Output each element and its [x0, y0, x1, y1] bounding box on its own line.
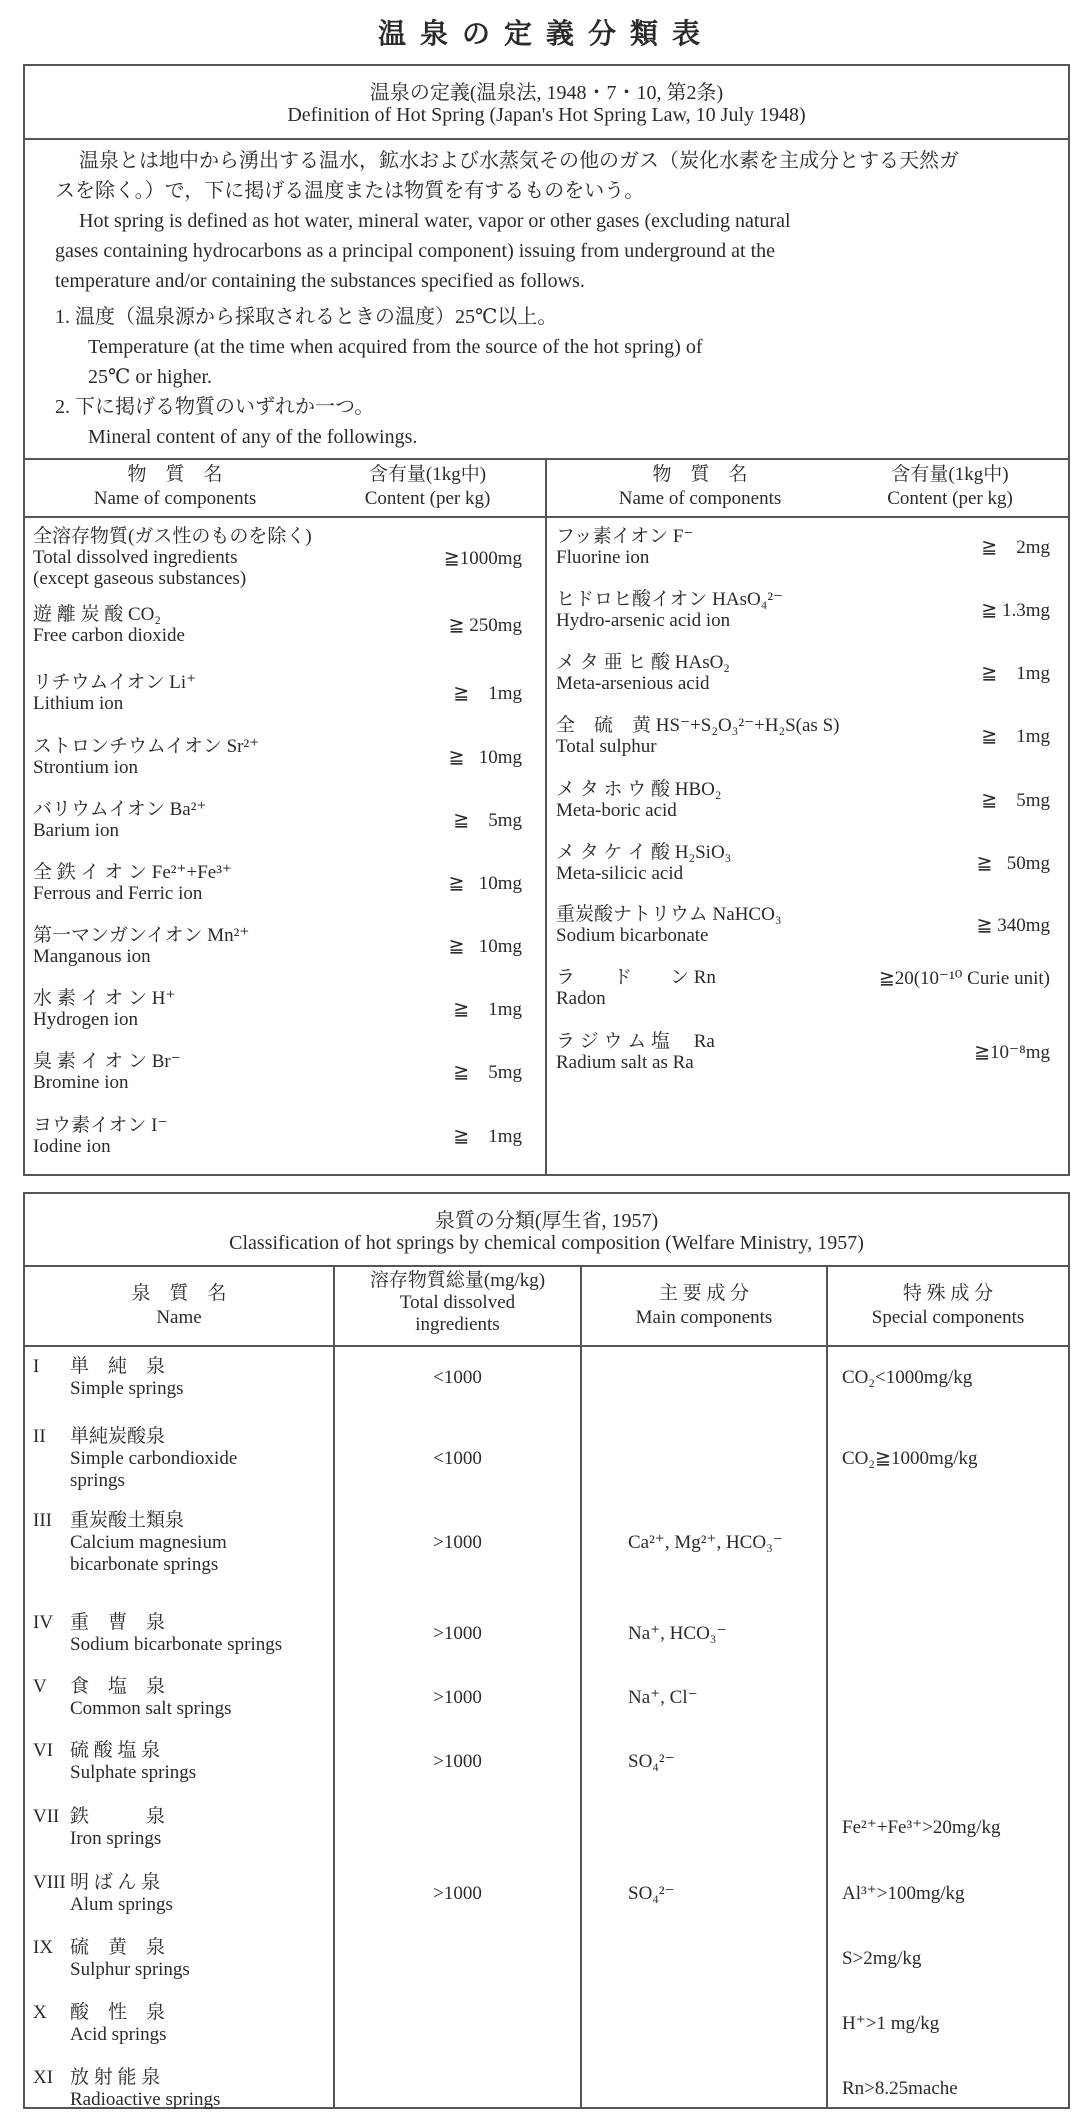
- component-row: [33, 526, 423, 589]
- header-jp: 物 質 名: [127, 464, 223, 485]
- component-name-jp: 全 鉄 イ オ ン Fe²⁺+Fe³⁺: [33, 862, 232, 883]
- spring-name-en: Radioactive springs: [70, 2089, 221, 2110]
- total-dissolved-value: >1000: [433, 1751, 482, 1772]
- component-name-jp: バリウムイオン Ba²⁺: [33, 799, 207, 820]
- divider: [23, 1265, 1070, 1267]
- component-row: [33, 799, 423, 841]
- component-name-jp: ヒドロヒ酸イオン HAsO₄²⁻: [556, 589, 784, 610]
- row-roman-numeral: I: [33, 1356, 40, 1377]
- component-name-en: Bromine ion: [33, 1072, 129, 1093]
- criterion-2-jp: 2. 下に掲げる物質のいずれか一つ。: [55, 396, 375, 418]
- spring-name: [70, 2067, 220, 2111]
- spring-name-en: Common salt springs: [70, 1698, 232, 1719]
- spring-name: [70, 1872, 173, 1916]
- spring-name-jp: 放 射 能 泉: [70, 2067, 161, 2088]
- component-row: [556, 526, 956, 568]
- component-name-jp: フッ素イオン F⁻: [556, 526, 694, 547]
- component-content-value: ≧1000mg: [443, 547, 522, 569]
- special-components-value: Fe²⁺+Fe³⁺>20mg/kg: [842, 1817, 1001, 1838]
- component-content-value: ≧ 1mg: [453, 1126, 522, 1147]
- component-name-en: Manganous ion: [33, 946, 151, 967]
- header-en: Content (per kg): [364, 488, 491, 509]
- component-name-jp: 水 素 イ オ ン H⁺: [33, 988, 176, 1009]
- spring-name-jp: 鉄 泉: [70, 1806, 166, 1827]
- component-content-value: ≧ 5mg: [453, 1062, 522, 1083]
- row-roman-numeral: VIII: [33, 1872, 66, 1893]
- spring-name: [70, 2002, 167, 2046]
- spring-name-en: Simple carbondioxide: [70, 1448, 238, 1469]
- spring-name-jp: 明 ば ん 泉: [70, 1872, 161, 1893]
- header-jp: 物 質 名: [652, 464, 748, 485]
- spring-name-jp: 重 曹 泉: [70, 1612, 166, 1633]
- main-components-value: Na⁺, HCO₃⁻: [628, 1623, 727, 1644]
- column-header-name: [555, 463, 845, 511]
- spring-name-jp: 単純炭酸泉: [70, 1426, 166, 1447]
- header-jp: 特 殊 成 分: [902, 1283, 994, 1304]
- divider: [23, 138, 1070, 140]
- spring-name-jp: 重炭酸土類泉: [70, 1510, 185, 1531]
- total-dissolved-value: >1000: [433, 1532, 482, 1553]
- row-roman-numeral: VI: [33, 1740, 54, 1761]
- component-content-value: ≧ 10mg: [448, 747, 522, 768]
- main-components-value: SO₄²⁻: [628, 1751, 675, 1772]
- header-jp: 含有量(1kg中): [891, 464, 1009, 485]
- spring-name-en: Acid springs: [70, 2024, 167, 2045]
- total-dissolved-value: >1000: [433, 1883, 482, 1904]
- component-name-jp: メ タ 亜 ヒ 酸 HAsO₂: [556, 652, 730, 673]
- component-row: [556, 1031, 956, 1073]
- para-jp-line: 温泉とは地中から湧出する温水，鉱水および水蒸気その他のガス（炭化水素を主成分とする天然ガ: [79, 150, 959, 172]
- criterion-1-en: 25℃ or higher.: [88, 366, 213, 388]
- spring-name: [70, 1806, 165, 1850]
- component-row: [33, 672, 423, 714]
- row-roman-numeral: III: [33, 1510, 52, 1531]
- spring-name: [70, 1612, 282, 1656]
- special-components-value: S>2mg/kg: [842, 1948, 922, 1969]
- row-roman-numeral: X: [33, 2002, 47, 2023]
- component-name-en: Radium salt as Ra: [556, 1052, 694, 1073]
- component-row: [33, 604, 423, 646]
- definition-heading-jp: 温泉の定義(温泉法, 1948・7・10, 第2条): [369, 82, 724, 104]
- spring-name-en: Sulphur springs: [70, 1959, 190, 1980]
- special-components-value: CO₂<1000mg/kg: [842, 1367, 973, 1388]
- component-row: [556, 652, 956, 694]
- header-en: Main components: [635, 1307, 773, 1328]
- component-name-jp: ストロンチウムイオン Sr²⁺: [33, 736, 260, 757]
- row-roman-numeral: II: [33, 1426, 46, 1447]
- component-name-en: Strontium ion: [33, 757, 139, 778]
- component-name-en: Sodium bicarbonate: [556, 925, 709, 946]
- main-components-value: Ca²⁺, Mg²⁺, HCO₃⁻: [628, 1532, 783, 1553]
- special-components-value: Al³⁺>100mg/kg: [842, 1883, 965, 1904]
- page-title: 温泉の定義分類表: [377, 19, 714, 50]
- component-name-jp: リチウムイオン Li⁺: [33, 672, 197, 693]
- component-name-en: Hydrogen ion: [33, 1009, 139, 1030]
- main-components-value: Na⁺, Cl⁻: [628, 1687, 698, 1708]
- component-name-en: Meta-silicic acid: [556, 863, 684, 884]
- component-content-value: ≧ 250mg: [448, 615, 522, 636]
- column-divider: [580, 1265, 582, 2109]
- total-dissolved-value: <1000: [433, 1367, 482, 1388]
- column-header-spring-name: [25, 1282, 333, 1330]
- column-header-name: [30, 463, 320, 511]
- criterion-1-en: Temperature (at the time when acquired from the source of the hot spring) of: [88, 336, 703, 358]
- special-components-value: H⁺>1 mg/kg: [842, 2013, 940, 2034]
- row-roman-numeral: VII: [33, 1806, 60, 1827]
- header-en: Name of components: [93, 488, 257, 509]
- spring-name-en: Calcium magnesium: [70, 1532, 227, 1553]
- header-en: Name: [156, 1307, 202, 1328]
- component-content-value: ≧ 1mg: [981, 726, 1050, 747]
- component-name-en: Lithium ion: [33, 693, 124, 714]
- component-row: [556, 715, 956, 757]
- divider: [23, 1345, 1070, 1347]
- component-row: [33, 925, 423, 967]
- component-name-jp: 重炭酸ナトリウム NaHCO₃: [556, 904, 782, 925]
- spring-name-jp: 硫 酸 塩 泉: [70, 1740, 161, 1761]
- header-en: Total dissolved: [399, 1292, 516, 1313]
- definition-paragraph: [55, 146, 1055, 296]
- header-jp: 主 要 成 分: [658, 1283, 750, 1304]
- definition-heading-en: Definition of Hot Spring (Japan's Hot Spring Law, 10 July 1948): [287, 104, 806, 126]
- para-en-line: temperature and/or containing the substances specified as follows.: [55, 270, 585, 292]
- component-name-en: Hydro-arsenic acid ion: [556, 610, 731, 631]
- component-row: [556, 589, 956, 631]
- component-content-value: ≧ 1.3mg: [981, 600, 1050, 621]
- component-name-jp: ラ ド ン Rn: [556, 967, 716, 988]
- component-name-en: Barium ion: [33, 820, 120, 841]
- row-roman-numeral: IX: [33, 1937, 54, 1958]
- classification-heading-jp: 泉質の分類(厚生省, 1957): [434, 1210, 659, 1232]
- component-name-jp: ヨウ素イオン I⁻: [33, 1115, 168, 1136]
- column-header-special-components: [828, 1282, 1068, 1330]
- definition-criteria: [55, 302, 1055, 452]
- component-name-en: Meta-arsenious acid: [556, 673, 710, 694]
- component-name-en: Iodine ion: [33, 1136, 111, 1157]
- column-divider: [545, 458, 547, 1175]
- column-divider: [826, 1265, 828, 2109]
- component-name-jp: 臭 素 イ オ ン Br⁻: [33, 1051, 181, 1072]
- spring-name-en: Sulphate springs: [70, 1762, 197, 1783]
- component-row: [556, 779, 956, 821]
- column-header-content: [320, 463, 535, 511]
- spring-name-en: Iron springs: [70, 1828, 162, 1849]
- header-en: Name of components: [618, 488, 782, 509]
- spring-name-en: Alum springs: [70, 1894, 173, 1915]
- total-dissolved-value: >1000: [433, 1687, 482, 1708]
- component-content-value: ≧ 340mg: [976, 915, 1050, 936]
- spring-name-en: Sodium bicarbonate springs: [70, 1634, 283, 1655]
- criterion-2-en: Mineral content of any of the followings.: [88, 426, 418, 448]
- classification-heading-en: Classification of hot springs by chemical composition (Welfare Ministry, 1957): [229, 1232, 864, 1254]
- para-en-line: gases containing hydrocarbons as a principal component) issuing from underground at the: [55, 240, 776, 262]
- spring-name: [70, 1510, 227, 1576]
- component-row: [33, 1051, 423, 1093]
- component-content-value: ≧20(10⁻¹⁰ Curie unit): [878, 968, 1050, 989]
- row-roman-numeral: V: [33, 1676, 47, 1697]
- component-content-value: ≧10⁻⁸mg: [974, 1042, 1050, 1063]
- component-name-en: Free carbon dioxide: [33, 625, 185, 646]
- header-en: ingredients: [415, 1314, 500, 1335]
- main-components-value: SO₄²⁻: [628, 1883, 675, 1904]
- header-en: Content (per kg): [887, 488, 1013, 509]
- total-dissolved-value: <1000: [433, 1448, 482, 1469]
- component-content-value: ≧ 2mg: [981, 537, 1050, 558]
- component-content-value: ≧ 1mg: [453, 683, 522, 704]
- component-name-jp: 全溶存物質(ガス性のものを除く): [33, 526, 312, 547]
- para-en-line: Hot spring is defined as hot water, mineral water, vapor or other gases (excluding natural: [79, 210, 791, 232]
- para-jp-line: スを除く。）で，下に掲げる温度または物質を有するものをいう。: [55, 180, 645, 202]
- component-name-en: Meta-boric acid: [556, 800, 677, 821]
- component-content-value: ≧ 50mg: [976, 853, 1050, 874]
- column-header-content: [840, 463, 1060, 511]
- component-name-jp: メ タ ケ イ 酸 H₂SiO₃: [556, 842, 732, 863]
- component-row: [556, 842, 956, 884]
- component-row: [33, 988, 423, 1030]
- spring-name-jp: 単 純 泉: [70, 1356, 166, 1377]
- component-name-en: (except gaseous substances): [33, 568, 247, 589]
- component-name-en: Radon: [556, 988, 606, 1009]
- component-name-jp: 全 硫 黄 HS⁻+S₂O₃²⁻+H₂S(as S): [556, 715, 840, 736]
- column-header-total-dissolved: [335, 1270, 580, 1336]
- component-content-value: ≧ 10mg: [448, 936, 522, 957]
- spring-name: [70, 1426, 237, 1492]
- component-name-en: Total sulphur: [556, 736, 657, 757]
- spring-name: [70, 1676, 232, 1720]
- spring-name: [70, 1740, 196, 1784]
- component-name-en: Total dissolved ingredients: [33, 547, 238, 568]
- component-name-jp: メ タ ホ ウ 酸 HBO₂: [556, 779, 722, 800]
- spring-name-jp: 硫 黄 泉: [70, 1937, 166, 1958]
- component-name-en: Ferrous and Ferric ion: [33, 883, 203, 904]
- component-name-en: Fluorine ion: [556, 547, 650, 568]
- spring-name: [70, 1356, 183, 1400]
- header-jp: 泉 質 名: [131, 1283, 227, 1304]
- spring-name-en: springs: [70, 1470, 125, 1491]
- component-row: [33, 736, 423, 778]
- header-jp: 含有量(1kg中): [368, 464, 487, 485]
- spring-name: [70, 1937, 190, 1981]
- header-jp: 溶存物質総量(mg/kg): [369, 1270, 546, 1291]
- component-content-value: ≧ 10mg: [448, 873, 522, 894]
- spring-name-jp: 酸 性 泉: [70, 2002, 166, 2023]
- component-name-jp: ラ ジ ウ ム 塩 Ra: [556, 1031, 715, 1052]
- row-roman-numeral: XI: [33, 2067, 54, 2088]
- spring-name-en: Simple springs: [70, 1378, 184, 1399]
- spring-name-jp: 食 塩 泉: [70, 1676, 166, 1697]
- row-roman-numeral: IV: [33, 1612, 54, 1633]
- spring-name-en: bicarbonate springs: [70, 1554, 219, 1575]
- component-name-jp: 第一マンガンイオン Mn²⁺: [33, 925, 250, 946]
- component-content-value: ≧ 5mg: [453, 810, 522, 831]
- special-components-value: CO₂≧1000mg/kg: [842, 1448, 978, 1469]
- criterion-1-jp: 1. 温度（温泉源から採取されるときの温度）25℃以上。: [55, 306, 558, 328]
- component-row: [33, 862, 423, 904]
- special-components-value: Rn>8.25mache: [842, 2078, 958, 2099]
- component-row: [33, 1115, 423, 1157]
- component-name-jp: 遊 離 炭 酸 CO₂: [33, 604, 162, 625]
- component-content-value: ≧ 1mg: [981, 663, 1050, 684]
- column-header-main-components: [582, 1282, 826, 1330]
- component-content-value: ≧ 5mg: [981, 790, 1050, 811]
- component-content-value: ≧ 1mg: [453, 999, 522, 1020]
- total-dissolved-value: >1000: [433, 1623, 482, 1644]
- header-en: Special components: [871, 1307, 1025, 1328]
- component-row: [556, 904, 956, 946]
